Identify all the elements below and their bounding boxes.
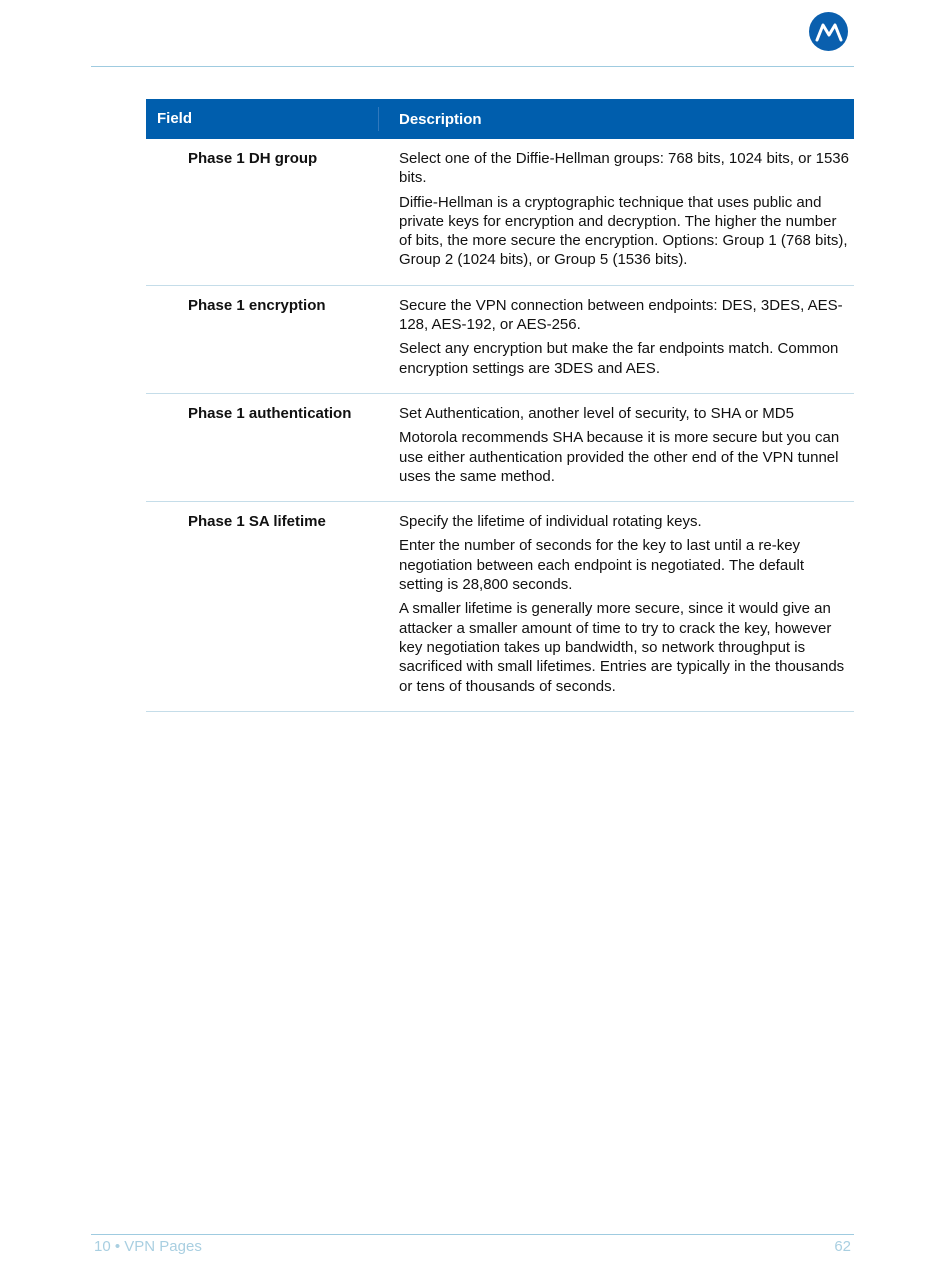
description-paragraph: Secure the VPN connection between endpoints: DES, 3DES, AES-128, AES-192, or AES-256. [399, 296, 843, 334]
field-description [399, 149, 849, 270]
description-paragraph: Set Authentication, another level of security, to SHA or MD5 [399, 404, 794, 422]
header-divider [91, 66, 854, 67]
column-header-field: Field [146, 107, 379, 131]
table-row [146, 286, 854, 394]
footer-section-label: 10 • VPN Pages [94, 1238, 202, 1255]
description-paragraph: Select one of the Diffie-Hellman groups: 768 bits, 1024 bits, or 1536 bits. [399, 150, 849, 187]
field-description [399, 404, 849, 486]
motorola-logo-icon [809, 12, 848, 51]
field-description [399, 512, 849, 696]
page-number: 62 [834, 1238, 851, 1255]
description-paragraph: Enter the number of seconds for the key to last until a re-key negotiation between each endpoint is negotiated. The default setting is 28,800 seconds. [399, 537, 805, 594]
footer-divider [91, 1234, 854, 1235]
description-paragraph: Diffie-Hellman is a cryptographic technique that uses public and private keys for encryption and decryption. The higher the number of bits, the more secure the encryption. Options: Group 1 (768 bits), Group 2 (1024 bits), or Group 5 (1536 bits). [399, 193, 848, 269]
field-description [399, 296, 849, 378]
field-name: Phase 1 SA lifetime [188, 513, 326, 531]
field-description-table [146, 99, 854, 712]
column-header-description: Description [399, 110, 482, 128]
description-paragraph: A smaller lifetime is generally more secure, since it would give an attacker a smaller amount of time to try to crack the key, however key negotiation takes up bandwidth, so network throughput is sacrificed with small lifetimes. Entries are typically in the thousands or tens of thousands of seconds. [399, 600, 845, 695]
table-header [146, 99, 854, 139]
motorola-batwing-icon [815, 22, 843, 42]
table-row [146, 502, 854, 712]
description-paragraph: Specify the lifetime of individual rotating keys. [399, 513, 702, 531]
field-name: Phase 1 authentication [188, 404, 352, 422]
description-paragraph: Motorola recommends SHA because it is more secure but you can use either authentication provided the other end of the VPN tunnel uses the same method. [399, 429, 840, 485]
table-row [146, 139, 854, 286]
field-name: Phase 1 DH group [188, 150, 318, 167]
description-paragraph: Select any encryption but make the far endpoints match. Common encryption settings are 3DES and AES. [399, 340, 839, 377]
table-row [146, 394, 854, 502]
field-name: Phase 1 encryption [188, 296, 326, 314]
